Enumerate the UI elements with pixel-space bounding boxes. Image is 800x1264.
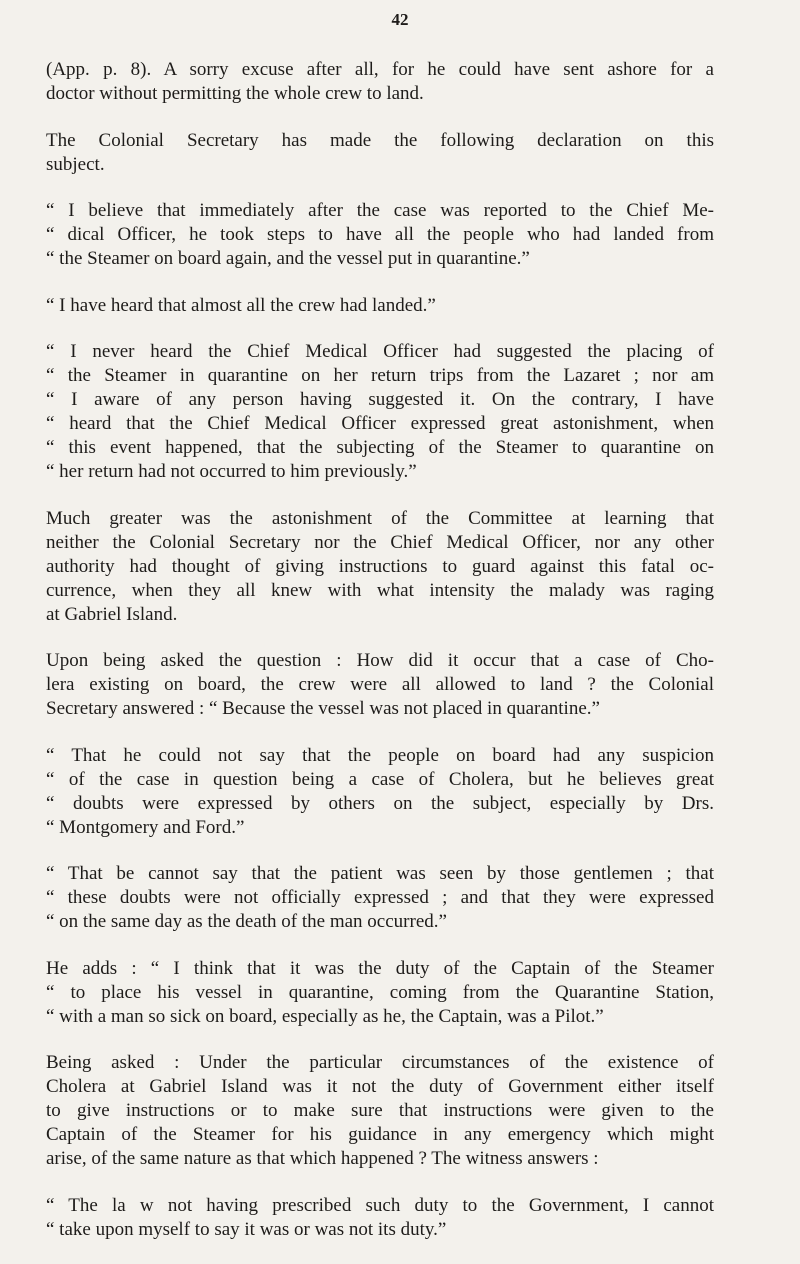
page-number: 42: [391, 10, 409, 29]
text-line: at Gabriel Island.: [46, 603, 178, 625]
quoted-paragraph: [46, 294, 714, 318]
text-line: Cholera at Gabriel Island was it not the duty of Government either itself: [46, 1076, 714, 1097]
text-line: “ dical Officer, he took steps to have all the people who had landed from: [46, 224, 714, 245]
text-line: “ these doubts were not officially expressed ; and that they were expressed: [46, 887, 714, 908]
quoted-paragraph: [46, 199, 714, 271]
quoted-paragraph: [46, 862, 714, 934]
text-line: Much greater was the astonishment of the Committee at learning that: [46, 507, 714, 529]
text-line: Upon being asked the question : How did it occur that a case of Cho-: [46, 650, 714, 671]
text-line: “ heard that the Chief Medical Officer expressed great astonishment, when: [46, 413, 714, 434]
text-line: “ the Steamer on board again, and the vessel put in quarantine.”: [46, 248, 530, 269]
text-line: neither the Colonial Secretary nor the Chief Medical Officer, nor any other: [46, 531, 714, 553]
paragraph: [46, 1051, 714, 1171]
text-line: Captain of the Steamer for his guidance in any emergency which might: [46, 1124, 714, 1145]
text-line: “ of the case in question being a case of Cholera, but he believes great: [46, 768, 714, 790]
text-line: “ The la w not having prescribed such duty to the Government, I cannot: [46, 1194, 714, 1216]
text-line: “ to place his vessel in quarantine, coming from the Quarantine Station,: [46, 981, 714, 1003]
text-line: The Colonial Secretary has made the following declaration on this: [46, 129, 714, 151]
text-line: doctor without permitting the whole crew to land.: [46, 83, 424, 104]
text-line: “ I believe that immediately after the case was reported to the Chief Me-: [46, 200, 714, 221]
text-line: He adds : “ I think that it was the duty of the Captain of the Steamer: [46, 957, 714, 979]
paragraph: [46, 507, 714, 627]
text-line: lera existing on board, the crew were all allowed to land ? the Colonial: [46, 674, 714, 695]
text-line: “ take upon myself to say it was or was not its duty.”: [46, 1218, 447, 1240]
quoted-paragraph: [46, 1194, 714, 1242]
paragraph: [46, 957, 714, 1029]
text-line: subject.: [46, 153, 105, 175]
paragraph: [46, 649, 714, 721]
text-line: “ I have heard that almost all the crew had landed.”: [46, 294, 436, 316]
text-line: “ I never heard the Chief Medical Officer had suggested the placing of: [46, 341, 714, 362]
body-text: [46, 58, 714, 1264]
text-line: to give instructions or to make sure that instructions were given to the: [46, 1100, 714, 1121]
text-line: arise, of the same nature as that which happened ? The witness answers :: [46, 1148, 599, 1169]
text-line: Secretary answered : “ Because the vessel was not placed in quarantine.”: [46, 698, 600, 719]
text-line: “ her return had not occurred to him previously.”: [46, 461, 417, 482]
text-line: “ the Steamer in quarantine on her return trips from the Lazaret ; nor am: [46, 365, 714, 386]
text-line: currence, when they all knew with what intensity the malady was raging: [46, 579, 714, 601]
text-line: “ doubts were expressed by others on the subject, especially by Drs.: [46, 792, 714, 814]
text-line: “ on the same day as the death of the man occurred.”: [46, 911, 447, 932]
quoted-paragraph: [46, 744, 714, 840]
text-line: “ with a man so sick on board, especially as he, the Captain, was a Pilot.”: [46, 1005, 604, 1027]
text-line: “ this event happened, that the subjecting of the Steamer to quarantine on: [46, 437, 714, 458]
text-line: Being asked : Under the particular circumstances of the existence of: [46, 1052, 714, 1073]
text-line: authority had thought of giving instructions to guard against this fatal oc-: [46, 555, 714, 577]
text-line: “ That he could not say that the people on board had any suspicion: [46, 744, 714, 766]
paragraph: [46, 58, 714, 106]
quoted-paragraph: [46, 340, 714, 484]
text-line: (App. p. 8). A sorry excuse after all, for he could have sent ashore for a: [46, 59, 714, 80]
paragraph: [46, 129, 714, 177]
text-line: “ That be cannot say that the patient was seen by those gentlemen ; that: [46, 863, 714, 884]
text-line: “ I aware of any person having suggested it. On the contrary, I have: [46, 389, 714, 410]
text-line: “ Montgomery and Ford.”: [46, 816, 245, 838]
